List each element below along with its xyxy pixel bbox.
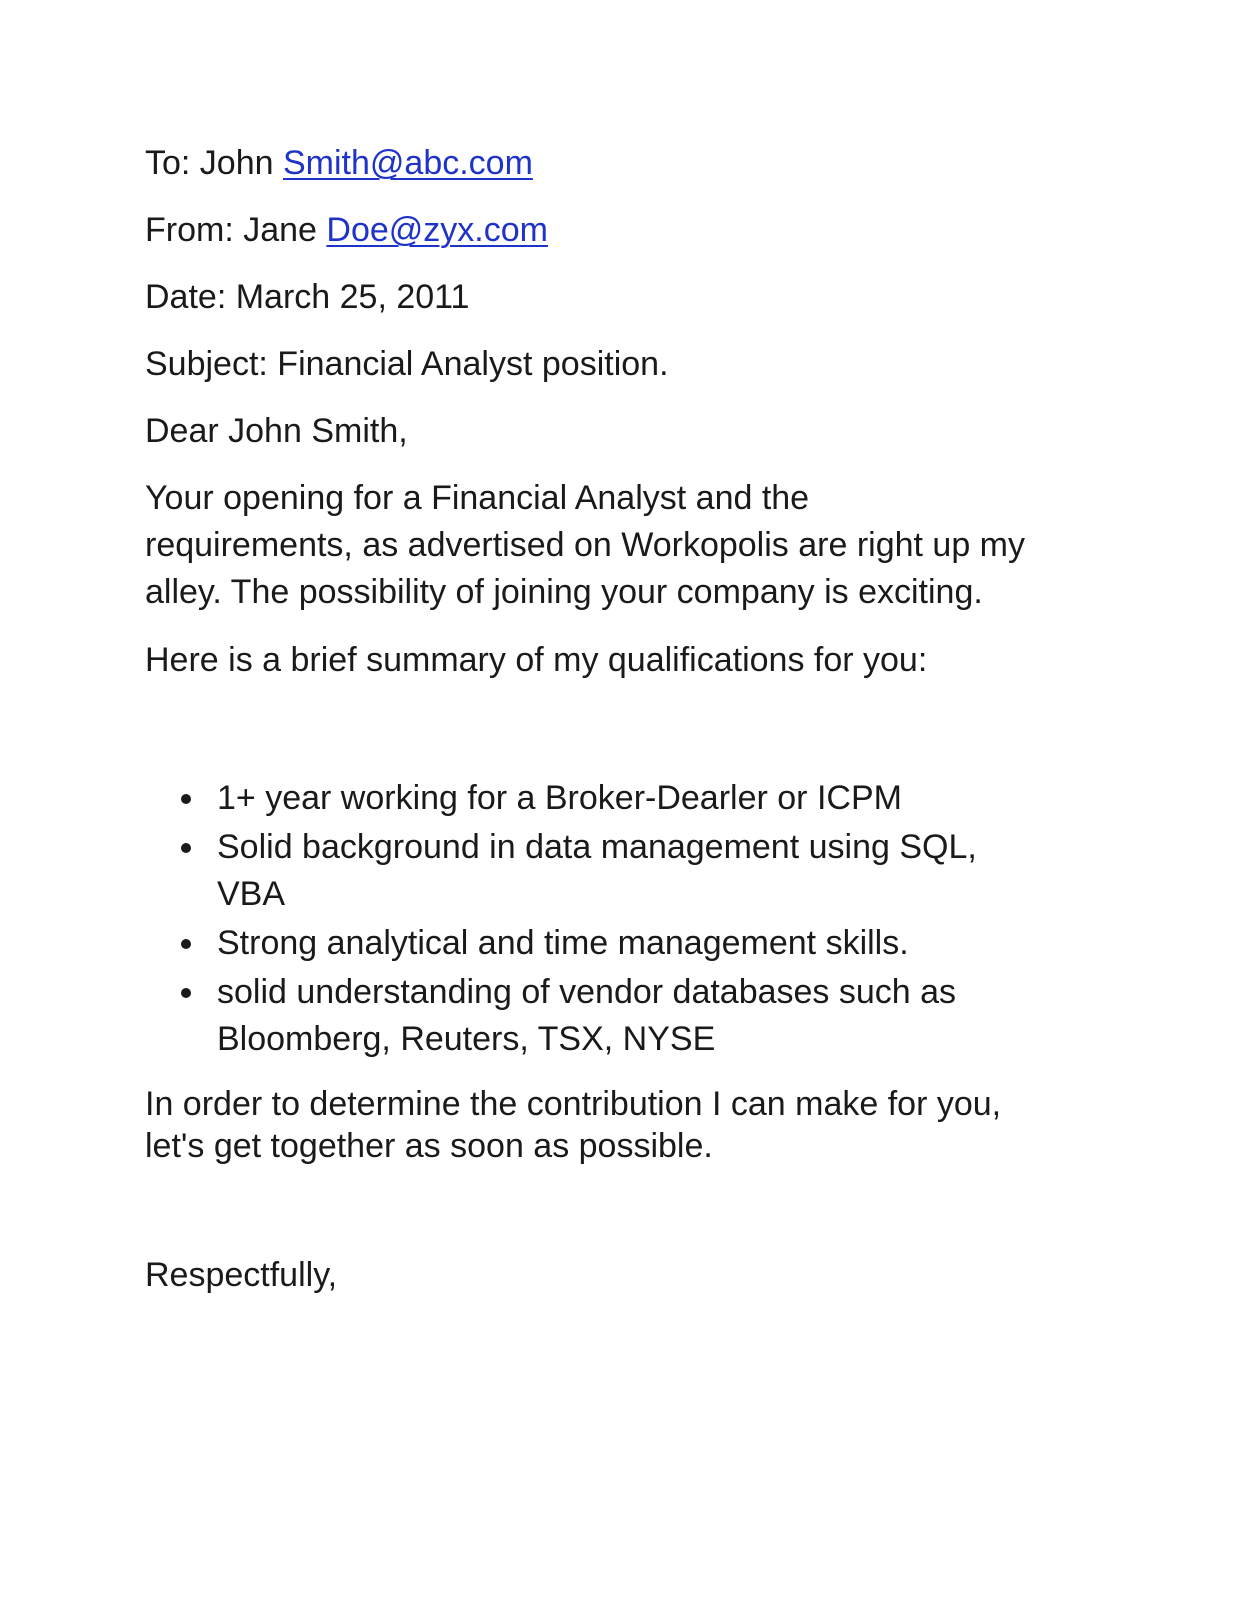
closing-line: In order to determine the contribution I can make for you,: [145, 1085, 1002, 1123]
bullet-icon: [181, 939, 191, 949]
qualifications-list: [145, 775, 977, 1065]
closing-line: let's get together as soon as possible.: [145, 1127, 713, 1165]
subject-line: Subject: Financial Analyst position.: [145, 345, 669, 383]
qualification-item: [145, 824, 977, 918]
qualification-item: [145, 920, 977, 967]
qualification-line: Solid background in data management using SQL,: [217, 828, 977, 866]
date-line: Date: March 25, 2011: [145, 278, 470, 316]
qualification-line: 1+ year working for a Broker-Dearler or ICPM: [217, 779, 902, 817]
from-line: [145, 213, 548, 247]
qualification-line: Strong analytical and time management skills.: [217, 924, 909, 962]
intro-line: alley. The possibility of joining your company is exciting.: [145, 573, 983, 611]
closing-paragraph: [145, 1083, 1001, 1167]
bullet-icon: [181, 843, 191, 853]
qualification-item: [145, 969, 977, 1063]
signoff: Respectfully,: [145, 1256, 338, 1294]
salutation: Dear John Smith,: [145, 412, 408, 450]
bullet-icon: [181, 988, 191, 998]
qualification-line: solid understanding of vendor databases such as: [217, 973, 957, 1011]
to-email-link[interactable]: Smith@abc.com: [282, 144, 533, 182]
qualification-line: VBA: [217, 875, 286, 913]
qualification-line: Bloomberg, Reuters, TSX, NYSE: [217, 1020, 716, 1058]
qualification-item: [145, 775, 977, 822]
to-line: [145, 146, 533, 180]
from-label: From: Jane: [145, 211, 327, 249]
summary-intro: Here is a brief summary of my qualifications for you:: [145, 641, 928, 679]
bullet-icon: [181, 794, 191, 804]
from-email-link[interactable]: Doe@zyx.com: [326, 211, 548, 249]
intro-line: Your opening for a Financial Analyst and the: [145, 479, 810, 517]
to-label: To: John: [145, 144, 283, 182]
intro-paragraph: [145, 475, 1025, 616]
intro-line: requirements, as advertised on Workopolis are right up my: [145, 526, 1025, 564]
